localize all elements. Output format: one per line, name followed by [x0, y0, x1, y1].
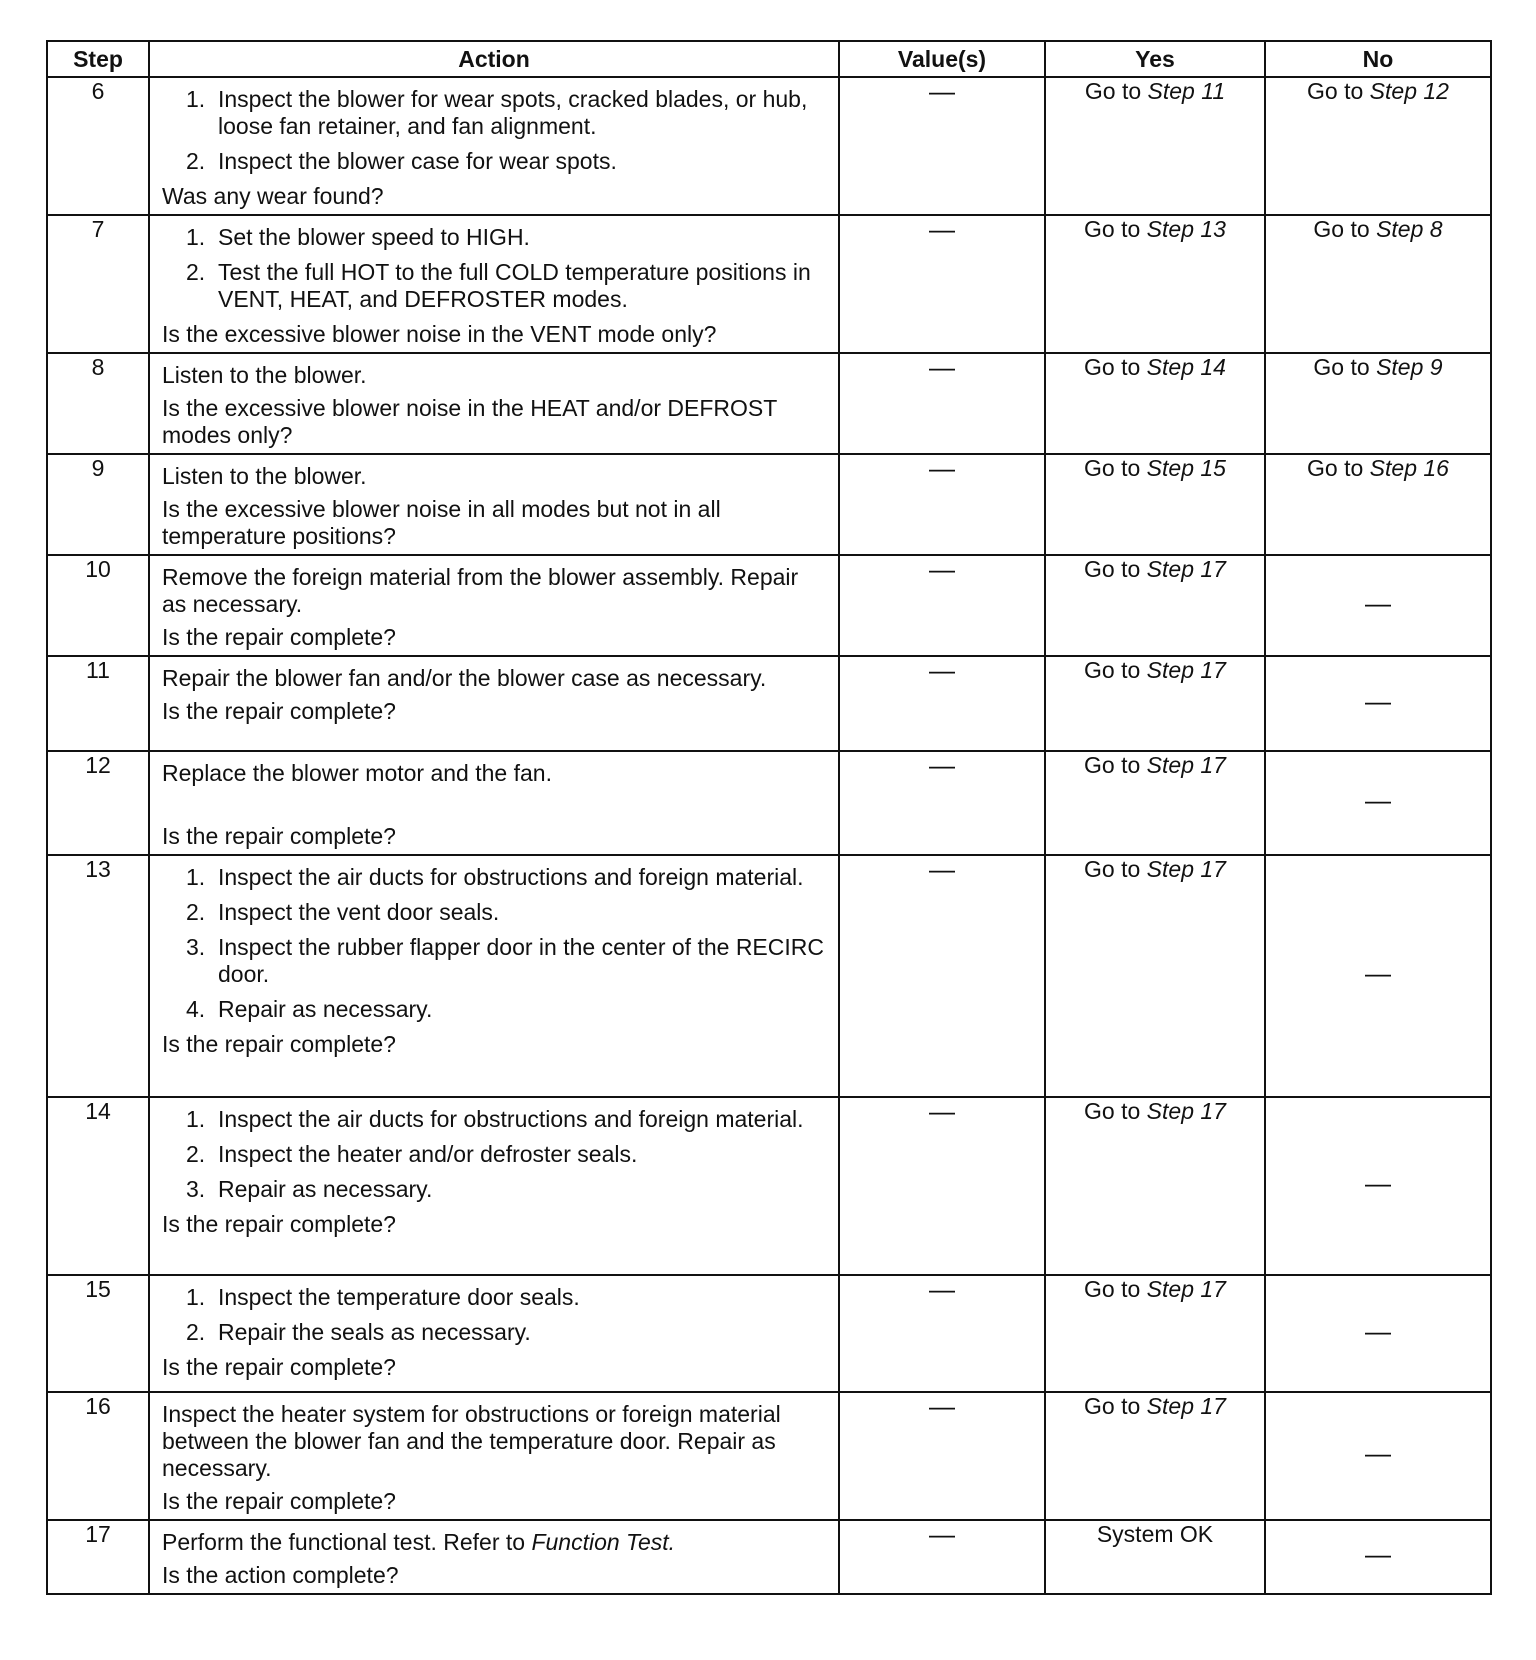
no-cell: —: [1265, 1520, 1491, 1594]
step-number: 9: [47, 454, 149, 555]
value-cell: —: [839, 1392, 1045, 1520]
action-question: Is the repair complete?: [162, 1211, 396, 1237]
yes-cell: Go to Step 17: [1045, 555, 1265, 656]
step-link[interactable]: Step 13: [1146, 216, 1226, 242]
value-cell: —: [839, 215, 1045, 353]
yes-cell: Go to Step 17: [1045, 1097, 1265, 1275]
step-number: 17: [47, 1520, 149, 1594]
yes-cell: Go to Step 15: [1045, 454, 1265, 555]
value-cell: —: [839, 751, 1045, 855]
table-row: [47, 751, 1491, 855]
yes-cell: Go to Step 11: [1045, 77, 1265, 215]
action-cell: [149, 353, 839, 454]
action-question: Is the repair complete?: [162, 624, 396, 650]
value-cell: —: [839, 1520, 1045, 1594]
no-cell: Go to Step 9: [1265, 353, 1491, 454]
step-link[interactable]: Step 17: [1146, 1098, 1226, 1124]
yes-cell: Go to Step 17: [1045, 855, 1265, 1097]
action-list: [162, 224, 828, 313]
list-item: 3. Inspect the rubber flapper door in the center of the RECIRC door.: [186, 934, 824, 987]
action-text: Repair the blower fan and/or the blower case as necessary.: [162, 665, 767, 691]
yes-cell: Go to Step 17: [1045, 656, 1265, 751]
step-number: 12: [47, 751, 149, 855]
list-item: 4. Repair as necessary.: [186, 996, 433, 1022]
list-item: 2. Inspect the blower case for wear spots.: [186, 148, 617, 174]
list-item: 1. Inspect the air ducts for obstructions and foreign material.: [186, 864, 804, 890]
list-item: 2. Inspect the heater and/or defroster seals.: [186, 1141, 638, 1167]
list-item: 1. Inspect the blower for wear spots, cracked blades, or hub, loose fan retainer, and fan alignment.: [186, 86, 808, 139]
list-item: 1. Inspect the air ducts for obstructions and foreign material.: [186, 1106, 804, 1132]
action-text: Remove the foreign material from the blower assembly. Repair as necessary.: [162, 564, 799, 617]
action-question: Is the excessive blower noise in the VENT mode only?: [162, 321, 717, 347]
step-link[interactable]: Step 8: [1376, 216, 1443, 242]
yes-cell: Go to Step 13: [1045, 215, 1265, 353]
action-list: [162, 864, 828, 1023]
no-cell: —: [1265, 751, 1491, 855]
action-text: Inspect the heater system for obstructions or foreign material between the blower fan and the temperature door. Repair as necessary.: [162, 1401, 781, 1481]
no-cell: Go to Step 16: [1265, 454, 1491, 555]
action-cell: [149, 1520, 839, 1594]
header-yes: Yes: [1045, 41, 1265, 77]
action-question: Is the repair complete?: [162, 1354, 396, 1380]
step-number: 15: [47, 1275, 149, 1392]
action-cell: [149, 555, 839, 656]
action-cell: [149, 454, 839, 555]
action-question: Is the repair complete?: [162, 1488, 396, 1514]
value-cell: —: [839, 77, 1045, 215]
step-number: 6: [47, 77, 149, 215]
table-row: [47, 1097, 1491, 1275]
list-item: 3. Repair as necessary.: [186, 1176, 433, 1202]
function-test-link[interactable]: Function Test.: [531, 1529, 676, 1555]
step-link[interactable]: Step 17: [1146, 752, 1226, 778]
step-link[interactable]: Step 17: [1146, 657, 1226, 683]
value-cell: —: [839, 353, 1045, 454]
action-list: [162, 1284, 828, 1346]
list-item: 2. Repair the seals as necessary.: [186, 1319, 531, 1345]
step-number: 11: [47, 656, 149, 751]
value-cell: —: [839, 454, 1045, 555]
list-item: 1. Set the blower speed to HIGH.: [186, 224, 530, 250]
step-link[interactable]: Step 17: [1146, 856, 1226, 882]
action-question: Is the excessive blower noise in all modes but not in all temperature positions?: [162, 496, 721, 549]
step-link[interactable]: Step 17: [1146, 1276, 1226, 1302]
step-link[interactable]: Step 12: [1369, 78, 1449, 104]
value-cell: —: [839, 656, 1045, 751]
step-number: 8: [47, 353, 149, 454]
yes-cell: Go to Step 14: [1045, 353, 1265, 454]
action-question: Was any wear found?: [162, 183, 384, 209]
action-cell: [149, 751, 839, 855]
header-no: No: [1265, 41, 1491, 77]
yes-cell: Go to Step 17: [1045, 1392, 1265, 1520]
step-link[interactable]: Step 17: [1146, 1393, 1226, 1419]
table-row: [47, 555, 1491, 656]
table-row: [47, 353, 1491, 454]
action-question: Is the repair complete?: [162, 698, 396, 724]
yes-cell: Go to Step 17: [1045, 751, 1265, 855]
no-cell: —: [1265, 1097, 1491, 1275]
table-row: [47, 215, 1491, 353]
diagnostic-table: [46, 40, 1492, 1595]
step-link[interactable]: Step 17: [1146, 556, 1226, 582]
step-number: 10: [47, 555, 149, 656]
no-cell: —: [1265, 855, 1491, 1097]
table-row: [47, 855, 1491, 1097]
list-item: 1. Inspect the temperature door seals.: [186, 1284, 580, 1310]
list-item: 2. Inspect the vent door seals.: [186, 899, 500, 925]
table-row: [47, 454, 1491, 555]
table-row: [47, 1392, 1491, 1520]
action-cell: [149, 215, 839, 353]
step-number: 7: [47, 215, 149, 353]
header-values: Value(s): [839, 41, 1045, 77]
action-cell: [149, 1097, 839, 1275]
action-list: [162, 86, 828, 175]
step-link[interactable]: Step 15: [1146, 455, 1226, 481]
action-question: Is the action complete?: [162, 1562, 399, 1588]
yes-cell: System OK: [1045, 1520, 1265, 1594]
step-number: 16: [47, 1392, 149, 1520]
value-cell: —: [839, 1275, 1045, 1392]
yes-cell: Go to Step 17: [1045, 1275, 1265, 1392]
step-link[interactable]: Step 14: [1146, 354, 1226, 380]
table-row: [47, 1275, 1491, 1392]
action-cell: [149, 855, 839, 1097]
table-row: [47, 1520, 1491, 1594]
action-cell: [149, 77, 839, 215]
action-question: Is the repair complete?: [162, 823, 396, 849]
no-cell: Go to Step 8: [1265, 215, 1491, 353]
step-link[interactable]: Step 9: [1376, 354, 1443, 380]
header-step: Step: [47, 41, 149, 77]
step-link[interactable]: Step 16: [1369, 455, 1449, 481]
no-cell: —: [1265, 1275, 1491, 1392]
action-cell: [149, 1275, 839, 1392]
step-number: 14: [47, 1097, 149, 1275]
no-cell: —: [1265, 1392, 1491, 1520]
list-item: 2. Test the full HOT to the full COLD temperature positions in VENT, HEAT, and DEFROSTER modes.: [186, 259, 811, 312]
value-cell: —: [839, 1097, 1045, 1275]
action-text: Listen to the blower.: [162, 362, 367, 388]
step-number: 13: [47, 855, 149, 1097]
header-action: Action: [149, 41, 839, 77]
action-text: Listen to the blower.: [162, 463, 367, 489]
value-cell: —: [839, 555, 1045, 656]
action-list: [162, 1106, 828, 1203]
header-row: [47, 41, 1491, 77]
no-cell: Go to Step 12: [1265, 77, 1491, 215]
value-cell: —: [839, 855, 1045, 1097]
no-cell: —: [1265, 555, 1491, 656]
action-cell: [149, 656, 839, 751]
table-row: [47, 656, 1491, 751]
no-cell: —: [1265, 656, 1491, 751]
action-question: Is the repair complete?: [162, 1031, 396, 1057]
action-question: Is the excessive blower noise in the HEAT and/or DEFROST modes only?: [162, 395, 777, 448]
step-link[interactable]: Step 11: [1147, 78, 1226, 104]
action-cell: [149, 1392, 839, 1520]
action-text: Replace the blower motor and the fan.: [162, 760, 552, 786]
action-text: Perform the functional test. Refer to Function Test.: [162, 1529, 676, 1555]
table-row: [47, 77, 1491, 215]
